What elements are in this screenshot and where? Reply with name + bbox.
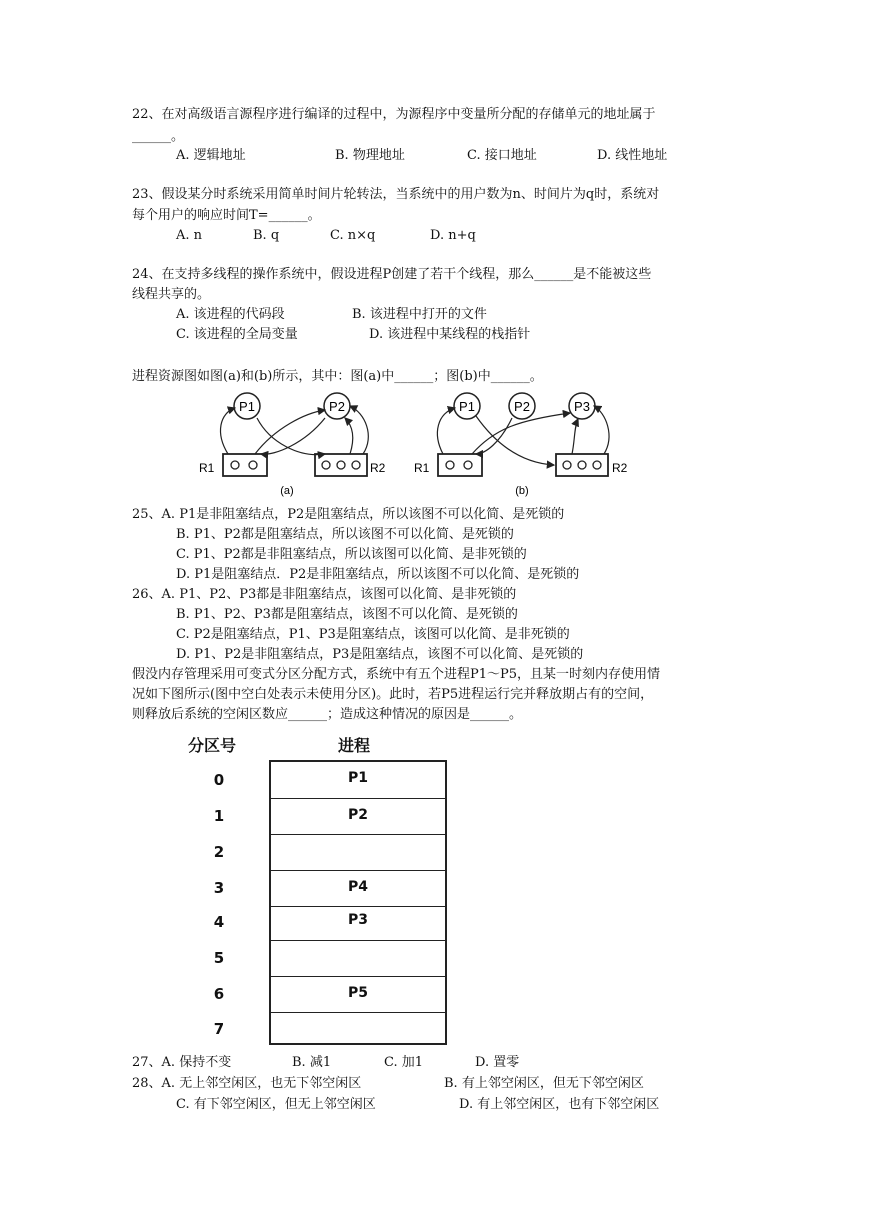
rag-intro: 进程资源图如图(a)和(b)所示，其中：图(a)中______；图(b)中______。 [132,369,543,384]
q25-option-a: 25、A. P1是非阻塞结点，P2是阻塞结点，所以该图不可以化简、是死锁的 [132,507,565,522]
q22-option-b: B. 物理地址 [335,148,405,163]
memory-row: P2 [271,799,445,835]
q24-line1: 24、在支持多线程的操作系统中，假设进程P创建了若干个线程，那么______是不能被这些 [132,267,652,282]
mem-line2: 况如下图所示(图中空白处表示未使用分区)。此时，若P5进程运行完并释放期占有的空间， [132,687,654,702]
partition-index: 1 [213,807,225,825]
partition-index: 2 [213,843,225,861]
resource-graph-b [410,388,640,500]
memory-row: P1 [271,762,445,799]
q24-option-c: C. 该进程的全局变量 [176,327,298,342]
q23-line1: 23、假设某分时系统采用简单时间片轮转法，当系统中的用户数为n、时间片为q时，系统对 [132,187,660,202]
q22-option-d: D. 线性地址 [597,148,668,163]
process-label-p3: P3 [574,399,590,414]
q28-option-a: 28、A. 无上邻空闲区，也无下邻空闲区 [132,1076,362,1091]
partition-index: 6 [213,985,225,1003]
partition-index: 5 [213,949,225,967]
q22-text: 22、在对高级语言源程序进行编译的过程中，为源程序中变量所分配的存储单元的地址属于 [132,107,656,122]
q26-option-b: B. P1、P2、P3都是阻塞结点，该图不可以化简、是死锁的 [176,607,518,622]
q24-line2: 线程共享的。 [132,287,211,302]
resource-node-r2 [315,454,367,476]
partition-index: 0 [213,771,225,789]
resource-label-r1: R1 [199,461,215,475]
process-label-p1: P1 [459,399,475,414]
q27-option-b: B. 减1 [292,1055,332,1070]
memory-partition-table [269,760,447,1045]
process-label-p2: P2 [329,399,345,414]
mem-line1: 假没内存管理采用可变式分区分配方式，系统中有五个进程P1～P5，且某一时刻内存使用情 [132,667,661,682]
q25-option-b: B. P1、P2都是阻塞结点，所以该图不可以化简、是死锁的 [176,527,514,542]
q28-option-d: D. 有上邻空闲区，也有下邻空闲区 [459,1097,660,1112]
partition-index: 4 [213,913,225,931]
q24-option-b: B. 该进程中打开的文件 [352,307,487,322]
table-header-process: 进程 [338,736,371,755]
q27-option-a: 27、A. 保持不变 [132,1055,232,1070]
q26-option-a: 26、A. P1、P2、P3都是非阻塞结点，该图可以化简、是非死锁的 [132,587,517,602]
memory-row: P5 [271,977,445,1013]
diagram-b-caption: (b) [515,485,529,497]
resource-label-r1: R1 [414,461,430,475]
resource-graph-a [195,388,390,500]
q22-option-a: A. 逻辑地址 [176,148,246,163]
q27-option-c: C. 加1 [384,1055,424,1070]
resource-node-r1 [223,454,267,476]
q26-option-d: D. P1、P2是非阻塞结点，P3是阻塞结点，该图不可以化简、是死锁的 [176,647,584,662]
memory-row [271,1013,445,1043]
q28-option-c: C. 有下邻空闲区，但无上邻空闲区 [176,1097,376,1112]
resource-label-r2: R2 [612,461,628,475]
q22-blank: ______。 [132,129,185,144]
q25-option-d: D. P1是阻塞结点．P2是非阻塞结点，所以该图不可以化简、是死锁的 [176,567,580,582]
q23-option-d: D. n+q [430,228,476,243]
q26-option-c: C. P2是阻塞结点，P1、P3是阻塞结点，该图可以化简、是非死锁的 [176,627,570,642]
memory-row: P3 [271,907,445,941]
diagram-a-caption: (a) [280,485,294,497]
q28-option-b: B. 有上邻空闲区，但无下邻空闲区 [444,1076,644,1091]
q23-option-c: C. n×q [330,228,376,243]
q24-option-d: D. 该进程中某线程的栈指针 [369,327,531,342]
partition-index: 3 [213,879,225,897]
process-label-p2: P2 [514,399,530,414]
table-header-partition: 分区号 [188,736,237,755]
q23-option-a: A. n [176,228,203,243]
q27-option-d: D. 置零 [475,1055,520,1070]
memory-row: P4 [271,871,445,907]
process-label-p1: P1 [239,399,255,414]
q23-option-b: B. q [253,228,280,243]
resource-label-r2: R2 [370,461,386,475]
mem-line3: 则释放后系统的空闲区数应______；造成这种情况的原因是______。 [132,707,523,722]
memory-row [271,835,445,871]
q24-option-a: A. 该进程的代码段 [176,307,285,322]
q23-line2: 每个用户的响应时间T=______。 [132,208,321,223]
memory-row [271,941,445,977]
resource-node-r2 [556,454,608,476]
q22-option-c: C. 接口地址 [467,148,537,163]
partition-index: 7 [213,1020,225,1038]
q25-option-c: C. P1、P2都是非阻塞结点，所以该图可以化简、是非死锁的 [176,547,527,562]
resource-node-r1 [438,454,482,476]
